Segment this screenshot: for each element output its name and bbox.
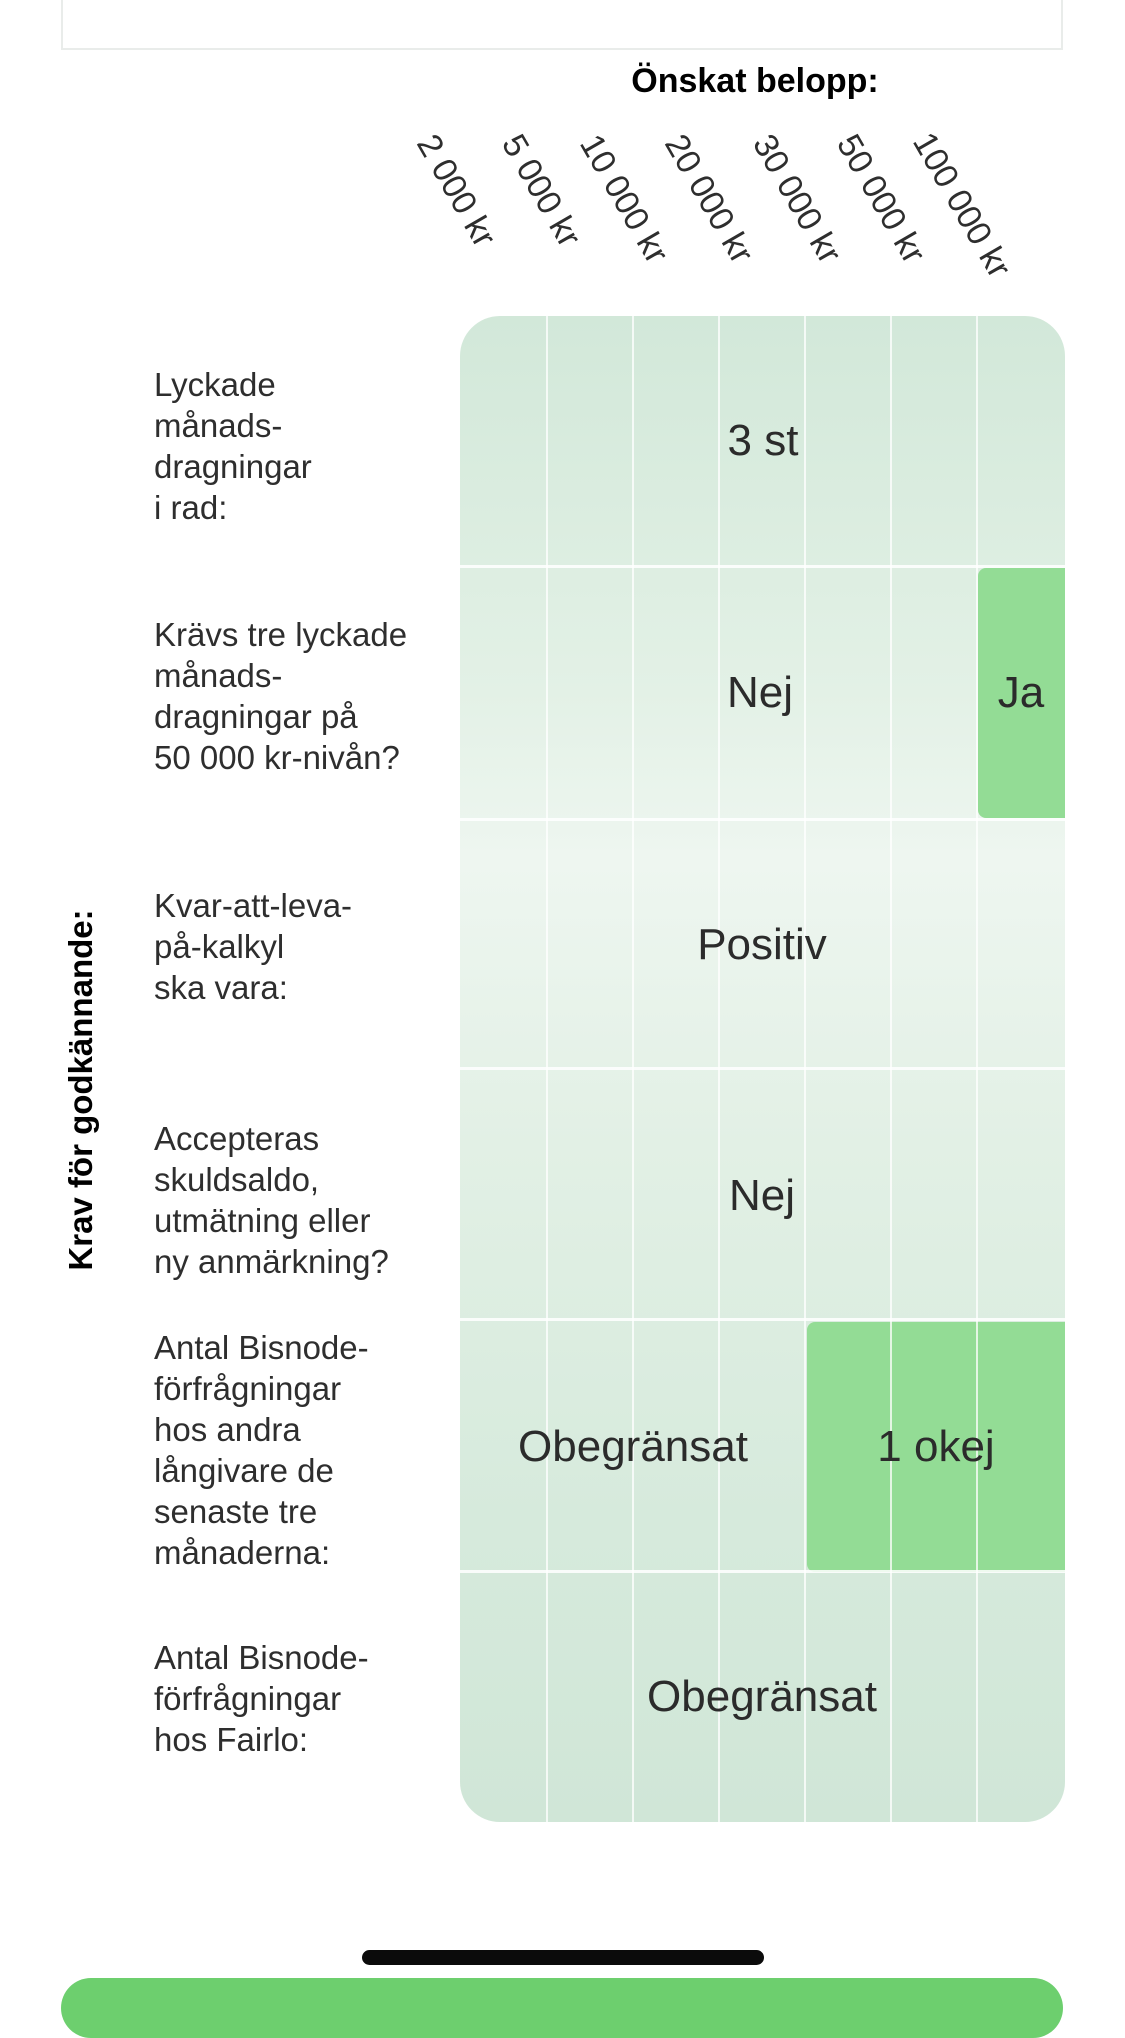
cell-value-obegransat: Obegränsat	[647, 1672, 877, 1721]
grid-row-divider	[460, 565, 1065, 568]
home-indicator	[362, 1950, 764, 1965]
column-label-10000: 10 000 kr	[572, 128, 676, 270]
row-title: Krav för godkännande:	[62, 909, 99, 1271]
primary-button[interactable]	[61, 1978, 1063, 2038]
cell-value-3-st: 3 st	[727, 416, 799, 465]
row-label-debt-accepted: Accepteras skuldsaldo, utmätning eller ny anmärkning?	[154, 1120, 389, 1280]
cell-value-nej: Nej	[728, 1171, 796, 1220]
previous-card	[61, 0, 1063, 50]
cell-value-obegransat: Obegränsat	[518, 1422, 748, 1471]
cell-value-positiv: Positiv	[697, 920, 827, 969]
row-label-budget-calculation: Kvar-att-leva- på-kalkyl ska vara:	[154, 887, 353, 1006]
grid-row-divider	[460, 818, 1065, 821]
column-label-2000: 2 000 kr	[409, 128, 504, 254]
cell-value-nej: Nej	[726, 668, 794, 717]
cell-value-1-okej: 1 okej	[877, 1422, 995, 1471]
column-label-50000: 50 000 kr	[829, 128, 933, 270]
column-label-30000: 30 000 kr	[745, 128, 849, 270]
grid-row-divider	[460, 1067, 1065, 1070]
column-label-5000: 5 000 kr	[494, 128, 589, 254]
column-label-100000: 100 000 kr	[905, 126, 1019, 285]
row-label-inquiries-fairlo: Antal Bisnode- förfrågningar hos Fairlo:	[154, 1639, 369, 1758]
cell-value-ja: Ja	[997, 668, 1045, 717]
row-label-inquiries-other-lenders: Antal Bisnode- förfrågningar hos andra långivare de senaste tre månaderna:	[154, 1329, 369, 1571]
row-label-successful-withdrawals: Lyckade månads- dragningar i rad:	[154, 366, 312, 526]
requirements-grid	[460, 316, 1065, 1822]
column-title: Önskat belopp:	[631, 62, 879, 100]
grid-row-divider	[460, 1570, 1065, 1573]
column-label-20000: 20 000 kr	[657, 128, 761, 270]
row-title-container	[61, 880, 101, 1300]
row-label-three-withdrawals-required: Krävs tre lyckade månads- dragningar på 50 000 kr-nivån?	[154, 616, 408, 776]
grid-row-divider	[460, 1318, 1065, 1321]
